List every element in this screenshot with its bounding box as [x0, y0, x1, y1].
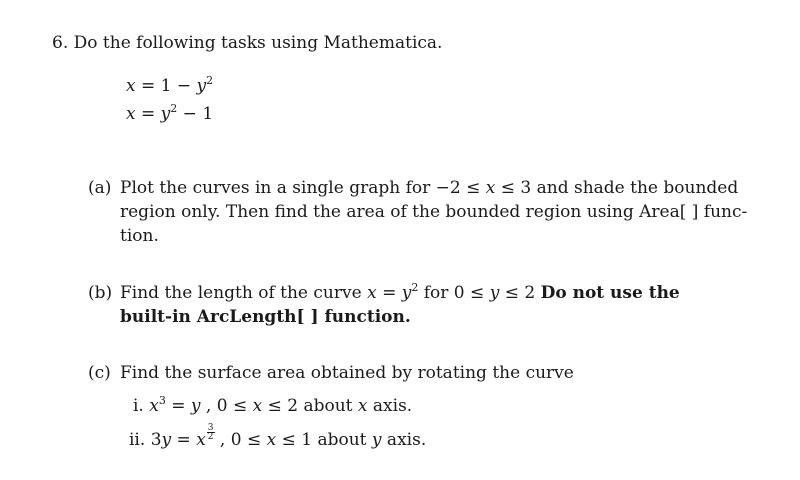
part-b-mid: for 0 ≤	[418, 283, 490, 303]
equation-2-rel: =	[135, 104, 161, 124]
part-a-label: (a)	[88, 178, 112, 198]
part-b-var-y2: y	[489, 283, 500, 303]
equation-1-rhs-a: 1 −	[160, 76, 197, 96]
part-c-item-ii-frac-num: 3	[207, 423, 214, 433]
part-c-item-ii-cond-pre: , 0 ≤	[214, 430, 267, 450]
part-c-label: (c)	[88, 363, 111, 383]
equation-1-var: y	[196, 76, 207, 96]
part-c-item-ii-frac-den: 2	[207, 432, 214, 442]
part-a-line-3: tion.	[120, 226, 159, 246]
equation-2-rhs-b: − 1	[177, 104, 214, 124]
part-c-item-ii-var-y: y	[161, 430, 172, 450]
equation-2	[126, 103, 213, 125]
part-c-item-i-axis: x	[357, 396, 368, 416]
part-b-label: (b)	[88, 283, 113, 303]
part-b-warning-2: built-in ArcLength[ ] function.	[120, 307, 411, 327]
part-b-pre: Find the length of the curve	[120, 283, 368, 303]
part-c-item-i-cond-pre: , 0 ≤	[200, 396, 253, 416]
part-b-exp: 2	[411, 281, 419, 294]
equation-2-lhs: x	[126, 104, 136, 124]
part-c-item-i-tail: axis.	[367, 396, 413, 416]
part-c-item-i-exp: 3	[158, 394, 166, 407]
part-b-eq: =	[376, 283, 402, 303]
problem-intro: Do the following tasks using Mathematica.	[73, 33, 443, 53]
part-b-warning-1: Do not use the	[540, 283, 680, 303]
part-b-var-x: x	[367, 283, 377, 303]
part-c-item-i-label: i.	[133, 396, 144, 416]
part-a-line-1	[120, 177, 738, 199]
part-c-item-ii-cond-post: ≤ 1 about	[276, 430, 372, 450]
part-a-line-1-pre: Plot the curves in a single graph for −2 ≤	[120, 178, 486, 198]
part-c-item-i-var-x: x	[149, 396, 159, 416]
part-c-item-ii-axis: y	[371, 430, 382, 450]
part-a-line-1-post: ≤ 3 and shade the bounded	[495, 178, 739, 198]
equation-2-var: y	[160, 104, 171, 124]
part-b-var-y: y	[401, 283, 412, 303]
equation-1-lhs: x	[126, 76, 136, 96]
part-c-item-i-var-y: y	[190, 396, 201, 416]
part-c-item-i-cond-post: ≤ 2 about	[262, 396, 358, 416]
part-c-item-ii-tail: axis.	[381, 430, 427, 450]
part-c-item-i	[133, 395, 412, 417]
part-a-line-1-var: x	[485, 178, 496, 198]
part-b-post: ≤ 2	[499, 283, 541, 303]
part-c-item-i-eq: =	[165, 396, 191, 416]
equation-1-rel: =	[135, 76, 161, 96]
part-c-item-i-var-x2: x	[252, 396, 263, 416]
equation-1-exp: 2	[206, 74, 214, 87]
problem-number: 6.	[52, 33, 69, 53]
problem-header	[52, 32, 442, 54]
part-b-line-1	[120, 282, 680, 304]
part-c-item-ii-eq: =	[171, 430, 197, 450]
part-c-item-ii	[129, 424, 426, 451]
part-a-line-2: region only. Then find the area of the bounded region using Area[ ] func-	[120, 202, 748, 222]
part-c-item-ii-fraction-exponent	[207, 424, 215, 441]
part-c-item-ii-var-x2: x	[266, 430, 277, 450]
equation-2-exp: 2	[170, 102, 178, 115]
part-c-item-ii-var-x: x	[196, 430, 206, 450]
part-c-item-ii-coef: 3	[150, 430, 162, 450]
equation-1	[126, 75, 213, 97]
part-c-item-ii-label: ii.	[129, 430, 146, 450]
part-c-intro: Find the surface area obtained by rotating the curve	[120, 363, 574, 383]
